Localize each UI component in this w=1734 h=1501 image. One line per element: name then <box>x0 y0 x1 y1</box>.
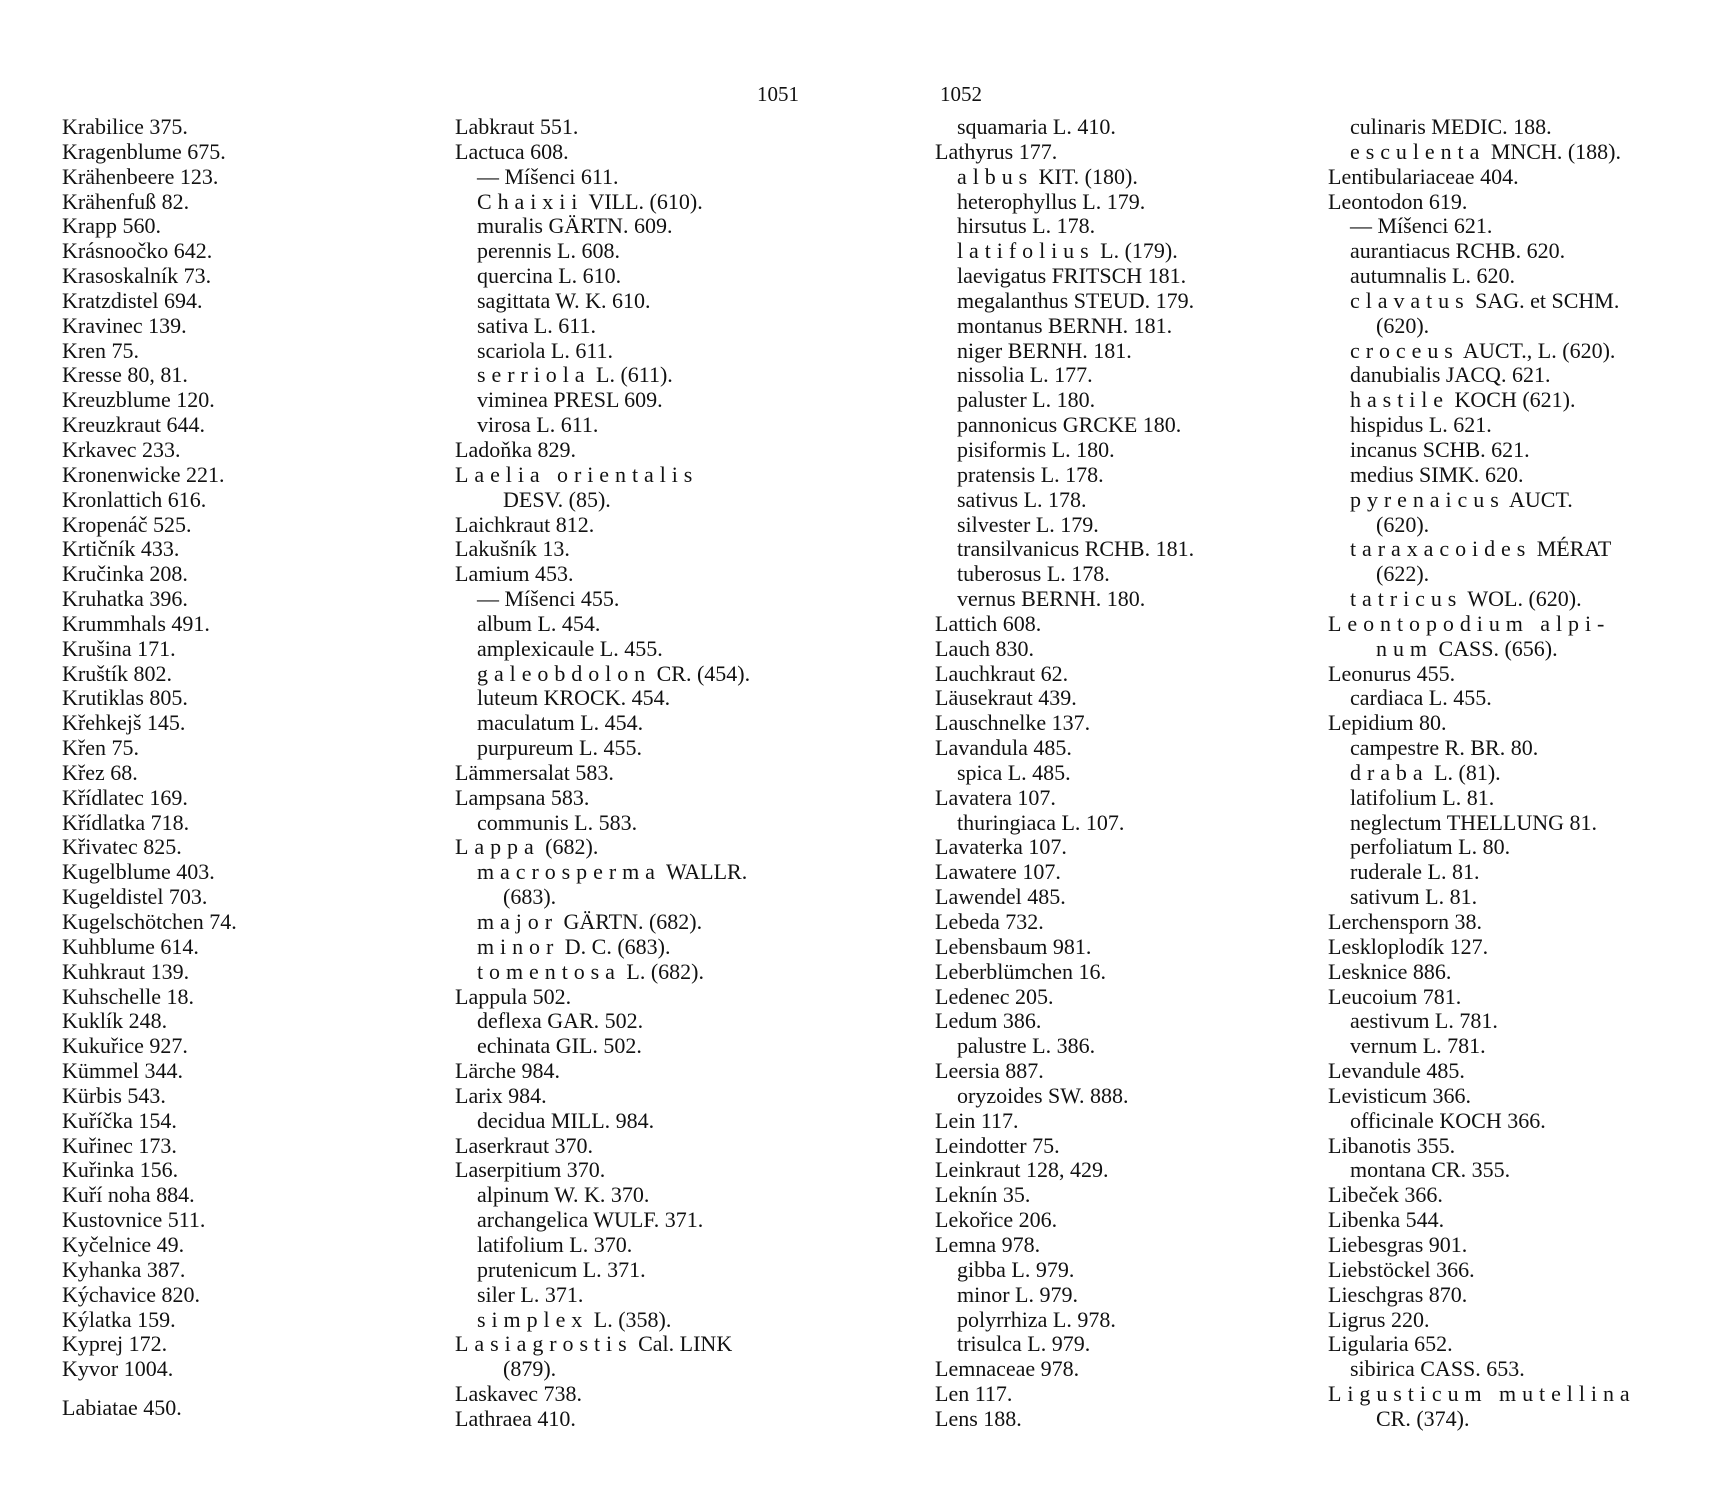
index-entry: sativum L. 81. <box>1350 884 1478 910</box>
index-entry: oryzoides SW. 888. <box>957 1082 1129 1108</box>
index-entry: aestivum L. 781. <box>1350 1008 1498 1034</box>
index-entry: campestre R. BR. 80. <box>1350 735 1539 761</box>
index-entry: Laserkraut 370. <box>455 1132 594 1158</box>
index-entry: — Míšenci 621. <box>1350 213 1493 239</box>
index-entry: purpureum L. 455. <box>477 735 642 761</box>
page-number-left: 1051 <box>757 82 799 106</box>
index-entry: pratensis L. 178. <box>957 461 1104 487</box>
index-entry: Lauschnelke 137. <box>935 710 1091 736</box>
index-entry: Křehkejš 145. <box>62 710 186 736</box>
index-entry: Lauchkraut 62. <box>935 660 1069 686</box>
spaced-name: hastile <box>1350 387 1450 413</box>
index-entry <box>1328 637 1636 662</box>
index-column-4 <box>1328 115 1636 1432</box>
index-entry <box>455 1308 750 1333</box>
index-entry: Leberblümchen 16. <box>935 958 1107 984</box>
index-entry: Leskloplodík 127. <box>1328 933 1489 959</box>
index-entry: laevigatus FRITSCH 181. <box>957 263 1187 289</box>
index-entry <box>455 662 750 687</box>
index-entry: (620). <box>1376 312 1430 338</box>
index-entry: — Míšenci 611. <box>477 163 619 189</box>
index-entry: Lavatera 107. <box>935 784 1056 810</box>
spaced-name: Laelia orientalis <box>455 461 699 487</box>
index-entry: autumnalis L. 620. <box>1350 263 1515 289</box>
index-entry: Kresse 80, 81. <box>62 362 188 388</box>
index-entry: minor L. 979. <box>957 1281 1078 1307</box>
entry-rest: KIT. (180). <box>1033 163 1138 189</box>
entry-rest: L. (611). <box>590 362 673 388</box>
index-entry <box>1328 587 1636 612</box>
index-entry: amplexicaule L. 455. <box>477 635 663 661</box>
page-number-right: 1052 <box>940 82 982 106</box>
index-entry: Lebensbaum 981. <box>935 933 1092 959</box>
index-entry: alpinum W. K. 370. <box>477 1182 650 1208</box>
index-entry: neglectum THELLUNG 81. <box>1350 809 1598 835</box>
entry-rest: MNCH. (188). <box>1485 138 1621 164</box>
spaced-name: Leontopodium alpi- <box>1328 610 1611 636</box>
index-entry: ruderale L. 81. <box>1350 859 1480 885</box>
index-entry: latifolium L. 81. <box>1350 784 1495 810</box>
index-entry: Lemna 978. <box>935 1231 1041 1257</box>
entry-rest: D. C. (683). <box>559 933 671 959</box>
index-entry: Levisticum 366. <box>1328 1082 1471 1108</box>
index-entry: vernum L. 781. <box>1350 1033 1486 1059</box>
index-entry: Lämmersalat 583. <box>455 759 614 785</box>
index-entry: Lathyrus 177. <box>935 138 1058 164</box>
index-entry: montana CR. 355. <box>1350 1157 1511 1183</box>
index-entry: Kürbis 543. <box>62 1082 166 1108</box>
index-entry: Krapp 560. <box>62 213 161 239</box>
index-entry: Krasoskalník 73. <box>62 263 212 289</box>
index-entry: — Míšenci 455. <box>477 586 620 612</box>
entry-rest: KOCH (621). <box>1449 387 1576 413</box>
index-entry: pannonicus GRCKE 180. <box>957 412 1182 438</box>
index-entry: Kugeldistel 703. <box>62 884 208 910</box>
index-entry: Kručinka 208. <box>62 561 188 587</box>
index-entry: Lieschgras 870. <box>1328 1281 1468 1307</box>
spaced-name: minor <box>477 933 560 959</box>
index-entry: heterophyllus L. 179. <box>957 188 1146 214</box>
index-entry: Kustovnice 511. <box>62 1207 206 1233</box>
spaced-name: simplex <box>477 1306 589 1332</box>
index-entry: Lebeda 732. <box>935 909 1044 934</box>
index-entry: Kren 75. <box>62 337 139 363</box>
index-entry <box>1328 612 1636 637</box>
index-entry <box>1328 537 1636 562</box>
index-entry: Kuřinec 173. <box>62 1132 177 1158</box>
index-entry: Kyhanka 387. <box>62 1256 186 1282</box>
index-entry: Kruhatka 396. <box>62 586 188 612</box>
index-entry <box>455 960 750 985</box>
index-entry: Krásnoočko 642. <box>62 238 213 264</box>
spaced-name: clavatus <box>1350 287 1470 313</box>
index-entry: vernus BERNH. 180. <box>957 586 1146 612</box>
index-entry <box>1328 761 1636 786</box>
entry-rest: Cal. LINK <box>632 1331 733 1357</box>
index-entry: niger BERNH. 181. <box>957 337 1132 363</box>
index-entry: siler L. 371. <box>477 1281 584 1307</box>
index-entry: virosa L. 611. <box>477 412 599 438</box>
index-entry: Kuhkraut 139. <box>62 958 190 984</box>
index-entry: Lemnaceae 978. <box>935 1356 1080 1382</box>
index-entry: palustre L. 386. <box>957 1033 1096 1059</box>
index-entry <box>455 363 750 388</box>
entry-rest: L. (682). <box>620 958 704 984</box>
index-entry: Kratzdistel 694. <box>62 287 203 313</box>
index-entry: echinata GIL. 502. <box>477 1033 642 1059</box>
index-entry: Larix 984. <box>455 1082 547 1108</box>
index-entry: Ledum 386. <box>935 1008 1042 1034</box>
index-entry: danubialis JACQ. 621. <box>1350 362 1551 388</box>
index-entry: Lathraea 410. <box>455 1405 576 1431</box>
index-entry: polyrrhiza L. 978. <box>957 1306 1116 1332</box>
index-entry: Lärche 984. <box>455 1058 561 1084</box>
index-entry: viminea PRESL 609. <box>477 387 663 413</box>
index-entry: Kuhschelle 18. <box>62 983 194 1009</box>
index-entry <box>455 910 750 935</box>
entry-rest: GÄRTN. (682). <box>558 909 703 934</box>
index-entry: Libanotis 355. <box>1328 1132 1456 1158</box>
index-entry: Len 117. <box>935 1381 1013 1407</box>
entry-rest: CASS. (656). <box>1432 635 1558 661</box>
index-entry: Lactuca 608. <box>455 138 569 164</box>
index-entry: prutenicum L. 371. <box>477 1256 646 1282</box>
index-entry: Krtičník 433. <box>62 536 180 562</box>
index-entry: Křídlatec 169. <box>62 784 188 810</box>
index-entry: sagittata W. K. 610. <box>477 287 651 313</box>
index-entry: Leontodon 619. <box>1328 188 1468 214</box>
index-entry: Lavandula 485. <box>935 735 1072 761</box>
index-entry: Kronenwicke 221. <box>62 461 225 487</box>
index-entry <box>455 1332 750 1357</box>
index-entry: Lawendel 485. <box>935 884 1066 910</box>
spaced-name: esculenta <box>1350 138 1486 164</box>
index-entry: Lens 188. <box>935 1405 1022 1431</box>
index-entry: gibba L. 979. <box>957 1256 1075 1282</box>
index-entry: transilvanicus RCHB. 181. <box>957 536 1195 562</box>
index-entry: culinaris MEDIC. 188. <box>1350 114 1552 139</box>
index-entry: Laichkraut 812. <box>455 511 595 537</box>
index-entry: muralis GÄRTN. 609. <box>477 213 673 239</box>
index-entry: Kyvor 1004. <box>62 1356 174 1382</box>
index-entry: Labiatae 450. <box>62 1395 182 1421</box>
entry-rest: VILL. (610). <box>583 188 703 214</box>
index-entry: thuringiaca L. 107. <box>957 809 1125 835</box>
spaced-name: num <box>1376 635 1433 661</box>
index-entry: archangelica WULF. 371. <box>477 1207 704 1233</box>
index-entry <box>455 190 750 215</box>
index-entry <box>455 835 750 860</box>
index-entry: communis L. 583. <box>477 809 638 835</box>
index-entry: (879). <box>503 1356 557 1382</box>
index-entry <box>1328 289 1636 314</box>
index-entry: Lesknice 886. <box>1328 958 1452 984</box>
index-entry: Krušina 171. <box>62 635 176 661</box>
index-entry: Lappula 502. <box>455 983 572 1009</box>
index-entry: Ladoňka 829. <box>455 436 576 462</box>
spaced-name: croceus <box>1350 337 1459 363</box>
index-entry: sativus L. 178. <box>957 486 1087 512</box>
index-entry: Lamium 453. <box>455 561 574 587</box>
index-entry: Leersia 887. <box>935 1058 1044 1084</box>
index-entry: Leindotter 75. <box>935 1132 1060 1158</box>
entry-rest: AUCT., L. (620). <box>1458 337 1616 363</box>
index-entry: Läusekraut 439. <box>935 685 1077 711</box>
entry-rest: MÉRAT <box>1531 536 1612 562</box>
entry-rest: WALLR. <box>660 859 748 885</box>
entry-rest: (682). <box>539 834 599 860</box>
index-entry: Krkavec 233. <box>62 436 181 462</box>
index-entry: Krabilice 375. <box>62 114 188 139</box>
index-entry: spica L. 485. <box>957 759 1071 785</box>
index-entry: Krummhals 491. <box>62 610 210 636</box>
index-column-3 <box>935 115 1194 1432</box>
index-entry: Kuří noha 884. <box>62 1182 195 1208</box>
index-entry: Křídlatka 718. <box>62 809 190 835</box>
index-entry: Leucoium 781. <box>1328 983 1462 1009</box>
index-entry: medius SIMK. 620. <box>1350 461 1524 487</box>
index-entry: perfoliatum L. 80. <box>1350 834 1511 860</box>
index-entry: Levandule 485. <box>1328 1058 1465 1084</box>
index-entry: Ligrus 220. <box>1328 1306 1430 1332</box>
index-entry: Křivatec 825. <box>62 834 182 860</box>
index-entry <box>935 239 1194 264</box>
index-entry: Kragenblume 675. <box>62 138 226 164</box>
index-entry: scariola L. 611. <box>477 337 614 363</box>
index-entry: quercina L. 610. <box>477 263 622 289</box>
index-entry: Kyčelnice 49. <box>62 1231 185 1257</box>
spaced-name: tomentosa <box>477 958 621 984</box>
index-entry: Laskavec 738. <box>455 1381 583 1407</box>
spaced-name: draba <box>1350 759 1429 785</box>
index-entry: Leknín 35. <box>935 1182 1031 1208</box>
spaced-name: Lasiagrostis <box>455 1331 633 1357</box>
index-entry: Kropenáč 525. <box>62 511 192 537</box>
entry-rest: L. (81). <box>1428 759 1501 785</box>
index-entry: latifolium L. 370. <box>477 1231 633 1257</box>
index-entry: Ligularia 652. <box>1328 1331 1453 1357</box>
index-entry: Laserpitium 370. <box>455 1157 606 1183</box>
index-entry: Kugelblume 403. <box>62 859 215 885</box>
index-entry: Lampsana 583. <box>455 784 590 810</box>
index-entry: DESV. (85). <box>503 486 611 512</box>
entry-rest: SAG. et SCHM. <box>1469 287 1620 313</box>
index-entry: Ledenec 205. <box>935 983 1054 1009</box>
index-entry: Leinkraut 128, 429. <box>935 1157 1109 1183</box>
index-entry: Liebstöckel 366. <box>1328 1256 1475 1282</box>
index-entry: Kümmel 344. <box>62 1058 183 1084</box>
spaced-name: serriola <box>477 362 591 388</box>
index-entry: Lattich 608. <box>935 610 1042 636</box>
index-entry: perennis L. 608. <box>477 238 620 264</box>
index-entry <box>935 165 1194 190</box>
spaced-name: latifolius <box>957 238 1095 264</box>
index-entry: Lein 117. <box>935 1107 1019 1133</box>
index-entry: pisiformis L. 180. <box>957 436 1115 462</box>
entry-rest: CR. (454). <box>651 660 751 686</box>
index-entry: Krähenbeere 123. <box>62 163 219 189</box>
index-entry: Krähenfuß 82. <box>62 188 190 214</box>
index-entry: album L. 454. <box>477 610 601 636</box>
index-entry: Leonurus 455. <box>1328 660 1456 686</box>
index-entry: trisulca L. 979. <box>957 1331 1091 1357</box>
index-entry: Libenka 544. <box>1328 1207 1445 1233</box>
index-entry: Křen 75. <box>62 735 139 761</box>
index-entry: hirsutus L. 178. <box>957 213 1096 239</box>
index-entry: (622). <box>1376 561 1430 587</box>
index-entry: Liebesgras 901. <box>1328 1231 1468 1257</box>
index-entry: Kuřinka 156. <box>62 1157 179 1183</box>
entry-rest: AUCT. <box>1504 486 1573 512</box>
index-entry: Kugelschötchen 74. <box>62 909 237 934</box>
index-entry: Kravinec 139. <box>62 312 187 338</box>
index-entry: sibirica CASS. 653. <box>1350 1356 1525 1382</box>
index-entry: megalanthus STEUD. 179. <box>957 287 1195 313</box>
index-entry: tuberosus L. 178. <box>957 561 1110 587</box>
index-entry: Kýchavice 820. <box>62 1281 201 1307</box>
index-entry: squamaria L. 410. <box>957 114 1116 139</box>
index-entry: Kreuzkraut 644. <box>62 412 205 438</box>
entry-rest: L. (179). <box>1094 238 1178 264</box>
index-entry: incanus SCHB. 621. <box>1350 436 1530 462</box>
entry-rest: WOL. (620). <box>1462 586 1582 612</box>
index-entry: montanus BERNH. 181. <box>957 312 1173 338</box>
index-entry: Kuhblume 614. <box>62 933 199 959</box>
index-column-2 <box>455 115 750 1432</box>
index-entry: Kukuřice 927. <box>62 1033 188 1059</box>
index-entry: Lentibulariaceae 404. <box>1328 163 1519 189</box>
index-entry <box>1328 1382 1636 1407</box>
spaced-name: pyrenaicus <box>1350 486 1505 512</box>
index-entry: sativa L. 611. <box>477 312 596 338</box>
spaced-name: major <box>477 909 559 934</box>
index-entry: Libeček 366. <box>1328 1182 1443 1208</box>
index-entry: Kruštík 802. <box>62 660 172 686</box>
index-entry: deflexa GAR. 502. <box>477 1008 644 1034</box>
index-entry: Labkraut 551. <box>455 114 579 139</box>
index-entry <box>1328 339 1636 364</box>
spaced-name: Lappa <box>455 834 540 860</box>
index-entry: Kronlattich 616. <box>62 486 207 512</box>
index-entry: Kuklík 248. <box>62 1008 168 1034</box>
index-entry <box>1328 488 1636 513</box>
index-entry: Lekořice 206. <box>935 1207 1058 1233</box>
index-entry: Kyprej 172. <box>62 1331 168 1357</box>
spaced-name: tatricus <box>1350 586 1463 612</box>
index-entry: decidua MILL. 984. <box>477 1107 655 1133</box>
index-entry: Lawatere 107. <box>935 859 1061 885</box>
index-entry: Lepidium 80. <box>1328 710 1447 736</box>
index-entry: cardiaca L. 455. <box>1350 685 1492 711</box>
index-entry: Lauch 830. <box>935 635 1034 661</box>
index-entry: Kuříčka 154. <box>62 1107 177 1133</box>
index-entry: Lerchensporn 38. <box>1328 909 1482 934</box>
index-entry: CR. (374). <box>1376 1405 1470 1431</box>
index-entry: Lakušník 13. <box>455 536 570 562</box>
spaced-name: taraxacoides <box>1350 536 1532 562</box>
index-entry <box>1328 388 1636 413</box>
index-entry: aurantiacus RCHB. 620. <box>1350 238 1566 264</box>
index-entry <box>455 463 750 488</box>
index-column-1 <box>62 115 237 1421</box>
index-entry: Lavaterka 107. <box>935 834 1067 860</box>
index-entry: Kýlatka 159. <box>62 1306 176 1332</box>
spaced-name: Chaixii <box>477 188 584 214</box>
entry-rest: L. (358). <box>588 1306 672 1332</box>
index-entry: maculatum L. 454. <box>477 710 644 736</box>
index-entry: paluster L. 180. <box>957 387 1096 413</box>
index-entry <box>1328 140 1636 165</box>
index-entry: Krutiklas 805. <box>62 685 188 711</box>
index-entry <box>455 935 750 960</box>
index-entry: hispidus L. 621. <box>1350 412 1492 438</box>
index-entry: Křez 68. <box>62 759 138 785</box>
index-entry: (620). <box>1376 511 1430 537</box>
index-entry: luteum KROCK. 454. <box>477 685 671 711</box>
index-entry <box>455 860 750 885</box>
spaced-name: macrosperma <box>477 859 661 885</box>
index-entry: officinale KOCH 366. <box>1350 1107 1546 1133</box>
index-entry: Kreuzblume 120. <box>62 387 215 413</box>
index-entry: silvester L. 179. <box>957 511 1099 537</box>
spaced-name: Ligusticum mutellina <box>1328 1381 1636 1407</box>
index-entry: nissolia L. 177. <box>957 362 1093 388</box>
index-entry: (683). <box>503 884 557 910</box>
spaced-name: albus <box>957 163 1034 189</box>
spaced-name: galeobdolon <box>477 660 652 686</box>
